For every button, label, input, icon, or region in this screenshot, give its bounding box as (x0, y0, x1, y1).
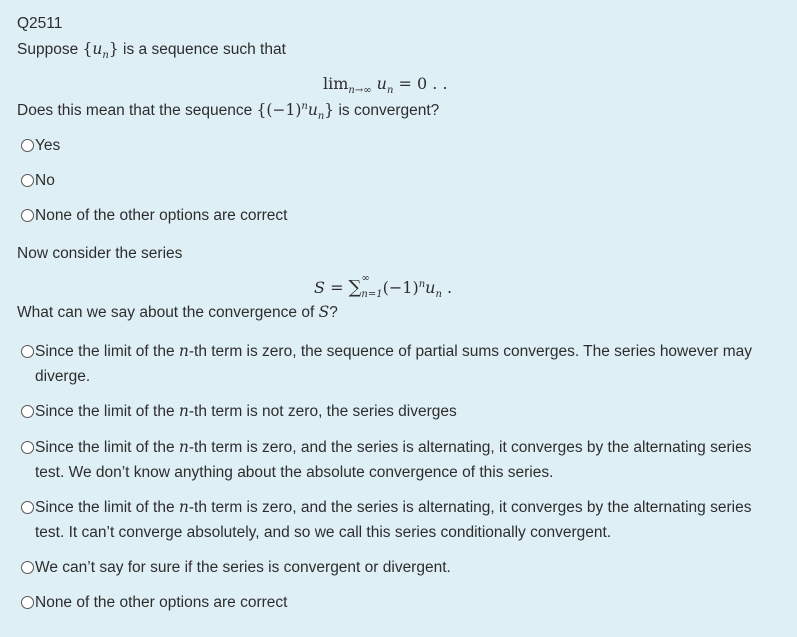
prompt-1 (17, 97, 439, 127)
power-n: n (301, 101, 308, 112)
sum-u-n: n (435, 289, 442, 300)
sum-sub: n=1 (361, 289, 383, 300)
prompt-2 (17, 302, 338, 323)
question-id: Q2511 (17, 15, 63, 32)
sum-period: . (447, 278, 453, 297)
question-intro (17, 39, 286, 66)
lim-n: n (386, 85, 394, 96)
sum-symbol: ∑ (348, 277, 362, 298)
option-cant-say[interactable] (21, 555, 781, 580)
prompt1-text: Does this mean that the sequence (17, 102, 253, 119)
brace-open-2: { (256, 101, 267, 119)
option-text-pre: Since the limit of the (35, 343, 179, 360)
option-text-post: -th term is zero, and the series is alternating, it converges by the alternating series test. It can’t converge absolutely, and so we call this series conditionally convergent. (35, 499, 752, 541)
option-none-2[interactable] (21, 590, 781, 615)
option-no[interactable] (21, 168, 55, 193)
option-yes[interactable] (21, 133, 60, 158)
n-variable: n (178, 438, 189, 456)
radio-button[interactable] (21, 209, 34, 222)
prompt2-text: What can we say about the convergence of (17, 304, 315, 321)
option-label (35, 495, 781, 545)
lim-sub: n→∞ (348, 85, 372, 96)
option-text-pre: Since the limit of the (35, 403, 179, 420)
sum-sup: ∞ (361, 273, 370, 284)
radio-button[interactable] (21, 441, 34, 454)
option-text-post: -th term is zero, and the series is alternating, it converges by the alternating series test. We don’t know anything about the absolute convergence of this series. (35, 439, 752, 481)
option-label (35, 399, 457, 424)
lim-word: lim (323, 74, 349, 93)
seq-u-2: u (307, 101, 318, 119)
lim-eq: = 0 . . (398, 74, 448, 93)
sum-power: n (418, 279, 426, 290)
option-label: Yes (35, 137, 61, 154)
option-text-pre: Since the limit of the (35, 499, 179, 516)
radio-button[interactable] (21, 139, 34, 152)
n-variable: n (178, 342, 189, 360)
seq-n: n (102, 50, 109, 61)
option-text-pre: Since the limit of the (35, 439, 179, 456)
option-text-post: -th term is not zero, the series diverges (188, 403, 457, 420)
n-variable: n (178, 498, 189, 516)
equals: = (330, 278, 344, 297)
intro-text: Suppose (17, 41, 79, 58)
option-label: No (35, 172, 55, 189)
option-alternating-unknown[interactable] (21, 435, 781, 485)
prompt1-tail: is convergent? (338, 102, 440, 119)
series-S: S (314, 278, 325, 297)
lim-u: u (376, 74, 387, 93)
seq-n-2: n (317, 111, 325, 122)
prompt2-S: S (318, 303, 330, 321)
neg-one: (−1) (266, 101, 302, 119)
radio-button[interactable] (21, 405, 34, 418)
option-diverges[interactable] (21, 399, 781, 424)
radio-button[interactable] (21, 561, 34, 574)
option-partial-sums[interactable] (21, 339, 781, 389)
option-label: None of the other options are correct (35, 594, 288, 611)
sum-limits (361, 273, 383, 305)
option-label: We can’t say for sure if the series is convergent or divergent. (35, 559, 451, 576)
series-intro: Now consider the series (17, 245, 183, 262)
option-label: None of the other options are correct (35, 207, 288, 224)
radio-button[interactable] (21, 501, 34, 514)
radio-button[interactable] (21, 174, 34, 187)
prompt2-post: ? (329, 304, 338, 321)
radio-button[interactable] (21, 596, 34, 609)
sum-u: u (425, 278, 436, 297)
option-label (35, 435, 781, 485)
brace-open: { (82, 40, 93, 58)
intro-tail: is a sequence such that (123, 41, 286, 58)
radio-button[interactable] (21, 345, 34, 358)
n-variable: n (178, 402, 189, 420)
option-conditionally-convergent[interactable] (21, 495, 781, 545)
brace-close-2: } (324, 101, 335, 119)
series-expression (314, 275, 452, 305)
brace-close: } (108, 40, 119, 58)
sum-term: (−1) (382, 278, 419, 297)
option-text-post: -th term is zero, the sequence of partial sums converges. The series however may diverge. (35, 343, 752, 385)
option-label (35, 339, 781, 389)
seq-u: u (92, 40, 103, 58)
option-none-1[interactable] (21, 203, 287, 228)
